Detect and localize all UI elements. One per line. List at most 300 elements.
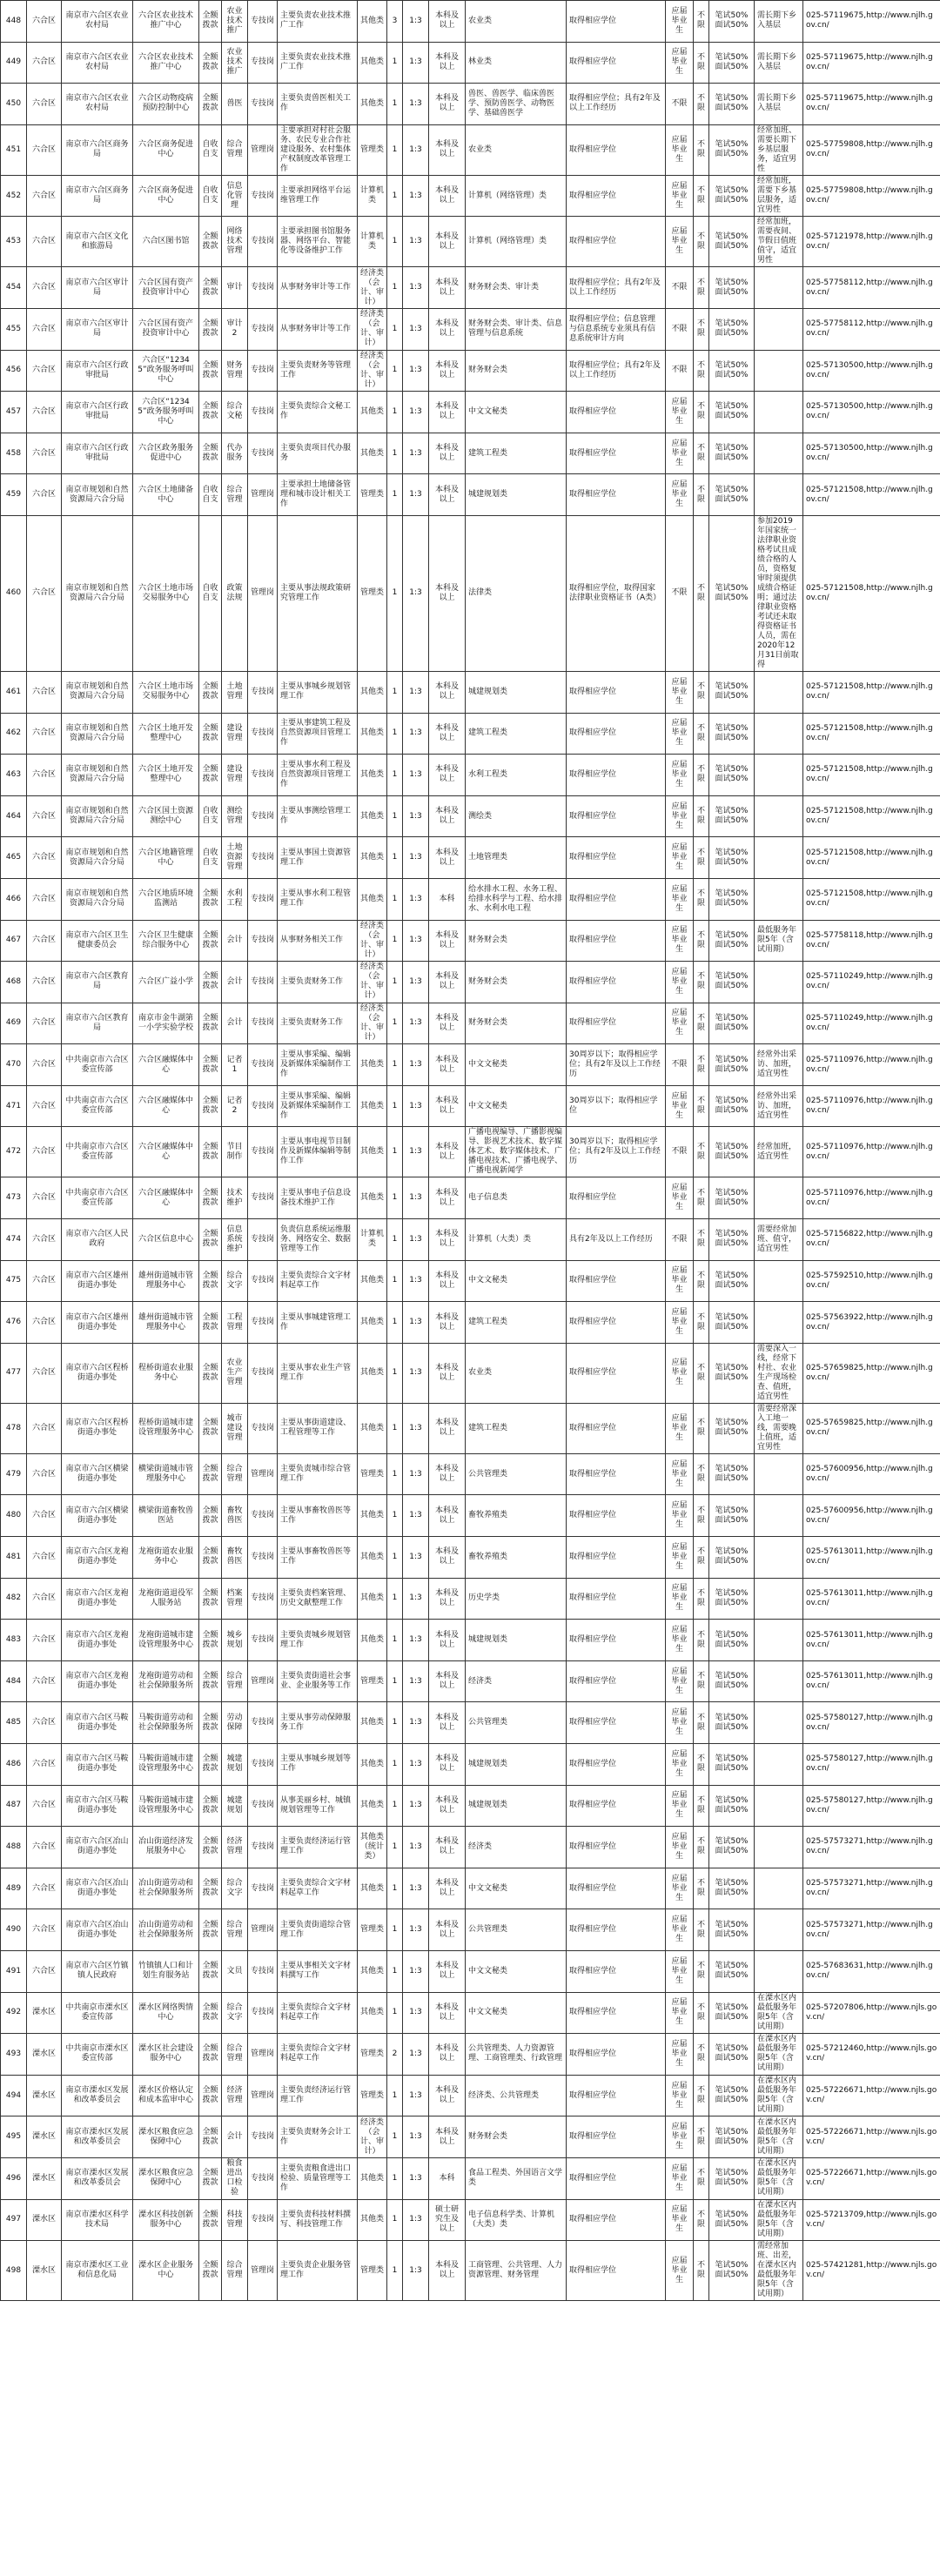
score-weight-cell: 笔试50%面试50% — [709, 1, 755, 43]
score-weight-cell: 笔试50%面试50% — [709, 713, 755, 755]
table-row — [1, 1785, 940, 1827]
job-description-cell: 主要从事采编、编辑及新媒体采编制作工作 — [278, 1044, 358, 1086]
funding-type-cell: 全额拨款 — [199, 1620, 222, 1661]
other-requirements-cell: 取得相应学位 — [567, 671, 666, 713]
district-cell: 六合区 — [27, 1, 62, 43]
unit-cell: 六合区地籍管理中心 — [133, 837, 199, 879]
funding-type-cell: 全额拨款 — [199, 2157, 222, 2199]
candidate-type-cell: 不限 — [666, 350, 694, 392]
score-weight-cell: 笔试50%面试50% — [709, 2199, 755, 2241]
other-requirements-cell: 30周岁以下；取得相应学位；具有2年及以上工作经历 — [567, 1127, 666, 1177]
department-cell: 南京市六合区冶山街道办事处 — [62, 1868, 133, 1909]
interview-ratio-cell: 1:3 — [403, 350, 429, 392]
exam-category-cell: 经济类（会计、审计） — [358, 350, 387, 392]
table-row — [1, 1827, 940, 1868]
unit-cell: 南京市金牛湖第一小学实验学校 — [133, 1003, 199, 1044]
other-requirements-cell: 30周岁以下；取得相应学位 — [567, 1085, 666, 1127]
job-description-cell: 从事财务审计等工作 — [278, 267, 358, 309]
other-requirements-cell: 取得相应学位 — [567, 2199, 666, 2241]
table-row — [1, 1620, 940, 1661]
headcount-cell: 1 — [387, 1660, 403, 1702]
row-number-cell: 497 — [1, 2199, 27, 2241]
job-description-cell: 主要负责农业技术推广工作 — [278, 42, 358, 84]
interview-ratio-cell: 1:3 — [403, 878, 429, 920]
department-cell: 南京市规划和自然资源局六合分局 — [62, 474, 133, 516]
exam-category-cell: 经济类（会计、审计） — [358, 920, 387, 962]
major-cell: 中文文秘类 — [466, 1950, 567, 1992]
interview-ratio-cell: 1:3 — [403, 1578, 429, 1620]
department-cell: 中共南京市六合区委宣传部 — [62, 1085, 133, 1127]
department-cell: 南京市六合区龙袍街道办事处 — [62, 1578, 133, 1620]
headcount-cell: 1 — [387, 713, 403, 755]
gender-cell: 不限 — [694, 2034, 709, 2076]
other-requirements-cell: 取得相应学位 — [567, 392, 666, 433]
district-cell: 六合区 — [27, 217, 62, 267]
job-description-cell: 主要负责兽医相关工作 — [278, 84, 358, 125]
contact-cell: 025-57121508,http://www.njlh.gov.cn/ — [803, 671, 940, 713]
table-row — [1, 1702, 940, 1744]
table-row — [1, 1537, 940, 1579]
position-category-cell: 专技岗 — [248, 837, 278, 879]
major-cell: 中文文秘类 — [466, 1992, 567, 2034]
major-cell: 畜牧养殖类 — [466, 1495, 567, 1537]
headcount-cell: 1 — [387, 308, 403, 350]
interview-ratio-cell: 1:3 — [403, 1660, 429, 1702]
district-cell: 六合区 — [27, 1343, 62, 1403]
candidate-type-cell: 应届毕业生 — [666, 1909, 694, 1951]
position-category-cell: 管理岗 — [248, 474, 278, 516]
major-cell: 财务财会类、审计类、信息管理与信息系统 — [466, 308, 567, 350]
candidate-type-cell: 不限 — [666, 1219, 694, 1261]
job-description-cell: 主要从事城乡规划等工作 — [278, 1744, 358, 1786]
candidate-type-cell: 应届毕业生 — [666, 1992, 694, 2034]
table-row — [1, 350, 940, 392]
score-weight-cell: 笔试50%面试50% — [709, 1578, 755, 1620]
row-number-cell: 476 — [1, 1302, 27, 1344]
department-cell: 南京市六合区龙袍街道办事处 — [62, 1620, 133, 1661]
notes-cell: 需长期下乡入基层 — [755, 84, 803, 125]
district-cell: 六合区 — [27, 920, 62, 962]
notes-cell: 经常加班，适宜男性 — [755, 1127, 803, 1177]
row-number-cell: 490 — [1, 1909, 27, 1951]
job-description-cell: 主要从事城乡规划管理工作 — [278, 671, 358, 713]
exam-category-cell: 管理类 — [358, 474, 387, 516]
education-cell: 本科及以上 — [429, 837, 466, 879]
gender-cell: 不限 — [694, 1044, 709, 1086]
major-cell: 财务财会类 — [466, 962, 567, 1003]
unit-cell: 马鞍街道劳动和社会保障服务所 — [133, 1702, 199, 1744]
district-cell: 六合区 — [27, 1660, 62, 1702]
major-cell: 电子信息科学类、计算机（大类）类 — [466, 2199, 567, 2241]
exam-category-cell: 其他类 — [358, 795, 387, 837]
education-cell: 本科及以上 — [429, 1085, 466, 1127]
job-description-cell: 主要从事城建管理工作 — [278, 1302, 358, 1344]
funding-type-cell: 全额拨款 — [199, 267, 222, 309]
position-name-cell: 城建规划 — [222, 1744, 248, 1786]
department-cell: 南京市六合区商务局 — [62, 175, 133, 217]
other-requirements-cell: 取得相应学位 — [567, 1744, 666, 1786]
table-row — [1, 217, 940, 267]
position-category-cell: 专技岗 — [248, 1, 278, 43]
position-name-cell: 工程管理 — [222, 1302, 248, 1344]
department-cell: 南京市六合区行政审批局 — [62, 392, 133, 433]
position-name-cell: 畜牧兽医 — [222, 1495, 248, 1537]
gender-cell: 不限 — [694, 84, 709, 125]
row-number-cell: 457 — [1, 392, 27, 433]
exam-category-cell: 其他类 — [358, 2199, 387, 2241]
interview-ratio-cell: 1:3 — [403, 1827, 429, 1868]
education-cell: 本科及以上 — [429, 1003, 466, 1044]
interview-ratio-cell: 1:3 — [403, 515, 429, 671]
score-weight-cell: 笔试50%面试50% — [709, 1702, 755, 1744]
exam-category-cell: 其他类 — [358, 1702, 387, 1744]
candidate-type-cell: 不限 — [666, 308, 694, 350]
table-row — [1, 1403, 940, 1453]
district-cell: 六合区 — [27, 267, 62, 309]
row-number-cell: 449 — [1, 42, 27, 84]
job-description-cell: 主要从事水利工程管理工作 — [278, 878, 358, 920]
other-requirements-cell: 取得相应学位 — [567, 217, 666, 267]
department-cell: 南京市六合区马鞍街道办事处 — [62, 1744, 133, 1786]
contact-cell: 025-57421281,http://www.njls.gov.cn/ — [803, 2241, 940, 2301]
major-cell: 城建规划类 — [466, 1785, 567, 1827]
headcount-cell: 1 — [387, 1453, 403, 1495]
headcount-cell: 1 — [387, 1620, 403, 1661]
unit-cell: 马鞍街道城市建设管理服务中心 — [133, 1744, 199, 1786]
notes-cell — [755, 671, 803, 713]
exam-category-cell: 管理类 — [358, 1660, 387, 1702]
row-number-cell: 482 — [1, 1578, 27, 1620]
funding-type-cell: 全额拨款 — [199, 1702, 222, 1744]
headcount-cell: 1 — [387, 1302, 403, 1344]
row-number-cell: 481 — [1, 1537, 27, 1579]
unit-cell: 溧水区社会建设服务中心 — [133, 2034, 199, 2076]
position-name-cell: 综合管理 — [222, 2241, 248, 2301]
interview-ratio-cell: 1:3 — [403, 1744, 429, 1786]
candidate-type-cell: 应届毕业生 — [666, 124, 694, 175]
score-weight-cell: 笔试50%面试50% — [709, 1177, 755, 1219]
position-name-cell: 审计2 — [222, 308, 248, 350]
table-row — [1, 124, 940, 175]
job-description-cell: 主要从事测绘管理工作 — [278, 795, 358, 837]
interview-ratio-cell: 1:3 — [403, 1219, 429, 1261]
contact-cell: 025-57573271,http://www.njlh.gov.cn/ — [803, 1827, 940, 1868]
headcount-cell: 1 — [387, 755, 403, 796]
other-requirements-cell: 取得相应学位 — [567, 2157, 666, 2199]
headcount-cell: 1 — [387, 1085, 403, 1127]
score-weight-cell: 笔试50%面试50% — [709, 1785, 755, 1827]
other-requirements-cell: 取得相应学位 — [567, 42, 666, 84]
education-cell: 本科及以上 — [429, 1702, 466, 1744]
education-cell: 硕士研究生及以上 — [429, 2199, 466, 2241]
other-requirements-cell: 取得相应学位 — [567, 433, 666, 474]
funding-type-cell: 全额拨款 — [199, 1219, 222, 1261]
contact-cell: 025-57226671,http://www.njls.gov.cn/ — [803, 2075, 940, 2116]
notes-cell: 需长期下乡入基层 — [755, 1, 803, 43]
funding-type-cell: 自收自支 — [199, 474, 222, 516]
unit-cell: 六合区农业技术推广中心 — [133, 42, 199, 84]
job-description-cell: 主要负责城市综合管理工作 — [278, 1453, 358, 1495]
unit-cell: 雄州街道城市管理服务中心 — [133, 1302, 199, 1344]
funding-type-cell: 全额拨款 — [199, 962, 222, 1003]
exam-category-cell: 其他类 — [358, 1744, 387, 1786]
headcount-cell: 1 — [387, 1868, 403, 1909]
district-cell: 六合区 — [27, 84, 62, 125]
gender-cell: 不限 — [694, 1260, 709, 1302]
headcount-cell: 1 — [387, 1702, 403, 1744]
district-cell: 六合区 — [27, 1909, 62, 1951]
score-weight-cell: 笔试50%面试50% — [709, 2075, 755, 2116]
position-name-cell: 水利工程 — [222, 878, 248, 920]
position-name-cell: 综合管理 — [222, 474, 248, 516]
row-number-cell: 494 — [1, 2075, 27, 2116]
job-description-cell: 主要负责财务工作 — [278, 962, 358, 1003]
table-row — [1, 1260, 940, 1302]
row-number-cell: 466 — [1, 878, 27, 920]
job-description-cell: 主要负责经济运行管理工作 — [278, 1827, 358, 1868]
job-description-cell: 主要承担土地储备管理和城市设计相关工作 — [278, 474, 358, 516]
major-cell: 中文文秘类 — [466, 1085, 567, 1127]
unit-cell: 雄州街道城市管理服务中心 — [133, 1260, 199, 1302]
job-description-cell: 主要负责粮食进出口检验、质量管理等工作 — [278, 2157, 358, 2199]
notes-cell — [755, 392, 803, 433]
position-category-cell: 专技岗 — [248, 175, 278, 217]
district-cell: 六合区 — [27, 1620, 62, 1661]
position-name-cell: 财务管理 — [222, 350, 248, 392]
unit-cell: 六合区“12345”政务服务呼叫中心 — [133, 392, 199, 433]
position-name-cell: 农业技术推广 — [222, 42, 248, 84]
position-category-cell: 专技岗 — [248, 1085, 278, 1127]
headcount-cell: 1 — [387, 2241, 403, 2301]
headcount-cell: 1 — [387, 350, 403, 392]
candidate-type-cell: 应届毕业生 — [666, 1578, 694, 1620]
major-cell: 农业类 — [466, 1343, 567, 1403]
score-weight-cell: 笔试50%面试50% — [709, 1085, 755, 1127]
position-category-cell: 专技岗 — [248, 878, 278, 920]
interview-ratio-cell: 1:3 — [403, 392, 429, 433]
other-requirements-cell: 取得相应学位 — [567, 1177, 666, 1219]
other-requirements-cell: 取得相应学位 — [567, 1537, 666, 1579]
department-cell: 南京市六合区马鞍街道办事处 — [62, 1785, 133, 1827]
gender-cell: 不限 — [694, 1537, 709, 1579]
major-cell: 财务财会类 — [466, 350, 567, 392]
exam-category-cell: 其他类 — [358, 1343, 387, 1403]
position-name-cell: 城市建设管理 — [222, 1403, 248, 1453]
exam-category-cell: 其他类 — [358, 1403, 387, 1453]
score-weight-cell: 笔试50%面试50% — [709, 1909, 755, 1951]
major-cell: 公共管理类 — [466, 1453, 567, 1495]
contact-cell: 025-57110249,http://www.njlh.gov.cn/ — [803, 962, 940, 1003]
major-cell: 历史学类 — [466, 1578, 567, 1620]
notes-cell — [755, 1260, 803, 1302]
department-cell: 南京市溧水区科学技术局 — [62, 2199, 133, 2241]
score-weight-cell: 笔试50%面试50% — [709, 515, 755, 671]
funding-type-cell: 全额拨款 — [199, 1085, 222, 1127]
funding-type-cell: 全额拨款 — [199, 878, 222, 920]
row-number-cell: 489 — [1, 1868, 27, 1909]
major-cell: 广播电视编导、广播影视编导、影视艺术技术、数字媒体艺术、数字媒体技术、广播电视技术、广播电视学、广播电视新闻学 — [466, 1127, 567, 1177]
district-cell: 六合区 — [27, 350, 62, 392]
interview-ratio-cell: 1:3 — [403, 433, 429, 474]
funding-type-cell: 全额拨款 — [199, 1260, 222, 1302]
department-cell: 南京市六合区横梁街道办事处 — [62, 1495, 133, 1537]
candidate-type-cell: 不限 — [666, 1127, 694, 1177]
unit-cell: 六合区融媒体中心 — [133, 1085, 199, 1127]
row-number-cell: 478 — [1, 1403, 27, 1453]
score-weight-cell: 笔试50%面试50% — [709, 1868, 755, 1909]
table-row — [1, 2034, 940, 2076]
major-cell: 经济类 — [466, 1827, 567, 1868]
job-description-cell: 主要负责农业技术推广工作 — [278, 1, 358, 43]
exam-category-cell: 管理类 — [358, 1909, 387, 1951]
row-number-cell: 454 — [1, 267, 27, 309]
funding-type-cell: 全额拨款 — [199, 1660, 222, 1702]
row-number-cell: 462 — [1, 713, 27, 755]
position-category-cell: 管理岗 — [248, 1909, 278, 1951]
funding-type-cell: 全额拨款 — [199, 1495, 222, 1537]
exam-category-cell: 经济类（会计、审计） — [358, 2116, 387, 2158]
gender-cell: 不限 — [694, 1992, 709, 2034]
row-number-cell: 455 — [1, 308, 27, 350]
candidate-type-cell: 应届毕业生 — [666, 1343, 694, 1403]
major-cell: 法律类 — [466, 515, 567, 671]
score-weight-cell: 笔试50%面试50% — [709, 1537, 755, 1579]
other-requirements-cell: 取得相应学位；信息管理与信息系统专业须具有信息系统审计方向 — [567, 308, 666, 350]
education-cell: 本科 — [429, 878, 466, 920]
major-cell: 水利工程类 — [466, 755, 567, 796]
education-cell: 本科及以上 — [429, 755, 466, 796]
department-cell: 南京市规划和自然资源局六合分局 — [62, 671, 133, 713]
gender-cell: 不限 — [694, 1620, 709, 1661]
position-category-cell: 专技岗 — [248, 962, 278, 1003]
gender-cell: 不限 — [694, 1302, 709, 1344]
funding-type-cell: 全额拨款 — [199, 1177, 222, 1219]
notes-cell: 需要经常加班、值守，适宜男性 — [755, 1219, 803, 1261]
interview-ratio-cell: 1:3 — [403, 1343, 429, 1403]
contact-cell: 025-57659825,http://www.njlh.gov.cn/ — [803, 1343, 940, 1403]
row-number-cell: 465 — [1, 837, 27, 879]
job-description-cell: 主要从事畜牧兽医等工作 — [278, 1495, 358, 1537]
district-cell: 六合区 — [27, 175, 62, 217]
other-requirements-cell: 取得相应学位 — [567, 837, 666, 879]
funding-type-cell: 全额拨款 — [199, 755, 222, 796]
gender-cell: 不限 — [694, 671, 709, 713]
position-category-cell: 专技岗 — [248, 1044, 278, 1086]
district-cell: 六合区 — [27, 1044, 62, 1086]
row-number-cell: 473 — [1, 1177, 27, 1219]
gender-cell: 不限 — [694, 1453, 709, 1495]
education-cell: 本科及以上 — [429, 1909, 466, 1951]
job-description-cell: 主要负责综合文字材料起草工作 — [278, 1992, 358, 2034]
major-cell: 建筑工程类 — [466, 713, 567, 755]
district-cell: 六合区 — [27, 671, 62, 713]
funding-type-cell: 全额拨款 — [199, 2241, 222, 2301]
notes-cell — [755, 1785, 803, 1827]
interview-ratio-cell: 1:3 — [403, 755, 429, 796]
contact-cell: 025-57121508,http://www.njlh.gov.cn/ — [803, 474, 940, 516]
contact-cell: 025-57121978,http://www.njlh.gov.cn/ — [803, 217, 940, 267]
score-weight-cell: 笔试50%面试50% — [709, 837, 755, 879]
education-cell: 本科及以上 — [429, 1660, 466, 1702]
department-cell: 中共南京市六合区委宣传部 — [62, 1044, 133, 1086]
position-name-cell: 记者2 — [222, 1085, 248, 1127]
position-name-cell: 综合文字 — [222, 1868, 248, 1909]
candidate-type-cell: 应届毕业生 — [666, 42, 694, 84]
major-cell: 林业类 — [466, 42, 567, 84]
exam-category-cell: 其他类 — [358, 1044, 387, 1086]
position-name-cell: 劳动保障 — [222, 1702, 248, 1744]
contact-cell: 025-57119675,http://www.njlh.gov.cn/ — [803, 42, 940, 84]
position-name-cell: 经济管理 — [222, 1827, 248, 1868]
major-cell: 城建规划类 — [466, 1744, 567, 1786]
department-cell: 南京市六合区雄州街道办事处 — [62, 1302, 133, 1344]
position-name-cell: 政策法规 — [222, 515, 248, 671]
contact-cell: 025-57592510,http://www.njlh.gov.cn/ — [803, 1260, 940, 1302]
other-requirements-cell: 取得相应学位 — [567, 2241, 666, 2301]
district-cell: 溧水区 — [27, 2241, 62, 2301]
exam-category-cell: 其他类 — [358, 84, 387, 125]
district-cell: 六合区 — [27, 1219, 62, 1261]
headcount-cell: 1 — [387, 1578, 403, 1620]
table-row — [1, 1453, 940, 1495]
education-cell: 本科及以上 — [429, 1453, 466, 1495]
district-cell: 六合区 — [27, 878, 62, 920]
education-cell: 本科及以上 — [429, 2034, 466, 2076]
job-description-cell: 主要负责综合文字材料起草工作 — [278, 1868, 358, 1909]
education-cell: 本科及以上 — [429, 1537, 466, 1579]
headcount-cell: 1 — [387, 474, 403, 516]
major-cell: 计算机（网络管理）类 — [466, 175, 567, 217]
education-cell: 本科及以上 — [429, 2075, 466, 2116]
candidate-type-cell: 应届毕业生 — [666, 1702, 694, 1744]
position-name-cell: 测绘管理 — [222, 795, 248, 837]
other-requirements-cell: 取得相应学位 — [567, 2116, 666, 2158]
department-cell: 南京市六合区行政审批局 — [62, 350, 133, 392]
notes-cell — [755, 1495, 803, 1537]
position-category-cell: 专技岗 — [248, 713, 278, 755]
score-weight-cell: 笔试50%面试50% — [709, 962, 755, 1003]
exam-category-cell: 其他类 — [358, 1127, 387, 1177]
exam-category-cell: 其他类 — [358, 1, 387, 43]
interview-ratio-cell: 1:3 — [403, 2157, 429, 2199]
funding-type-cell: 全额拨款 — [199, 1827, 222, 1868]
position-name-cell: 会计 — [222, 962, 248, 1003]
candidate-type-cell: 应届毕业生 — [666, 837, 694, 879]
district-cell: 六合区 — [27, 795, 62, 837]
position-category-cell: 专技岗 — [248, 671, 278, 713]
candidate-type-cell: 应届毕业生 — [666, 175, 694, 217]
candidate-type-cell: 应届毕业生 — [666, 1085, 694, 1127]
unit-cell: 冶山街道劳动和社会保障服务所 — [133, 1909, 199, 1951]
exam-category-cell: 其他类 — [358, 433, 387, 474]
headcount-cell: 1 — [387, 1177, 403, 1219]
candidate-type-cell: 应届毕业生 — [666, 920, 694, 962]
row-number-cell: 474 — [1, 1219, 27, 1261]
headcount-cell: 1 — [387, 2116, 403, 2158]
job-description-cell: 主要从事劳动保障服务工作 — [278, 1702, 358, 1744]
notes-cell — [755, 1177, 803, 1219]
interview-ratio-cell: 1:3 — [403, 1177, 429, 1219]
major-cell: 给水排水工程、水务工程、给排水科学与工程、给水排水、水利水电工程 — [466, 878, 567, 920]
score-weight-cell: 笔试50%面试50% — [709, 217, 755, 267]
notes-cell — [755, 1578, 803, 1620]
position-category-cell: 专技岗 — [248, 795, 278, 837]
department-cell: 南京市六合区横梁街道办事处 — [62, 1453, 133, 1495]
major-cell: 城建规划类 — [466, 1620, 567, 1661]
job-description-cell: 主要承担对村社会服务、农民专业合作社建设服务、农村集体产权制度改革管理工作 — [278, 124, 358, 175]
interview-ratio-cell: 1:3 — [403, 1453, 429, 1495]
candidate-type-cell: 应届毕业生 — [666, 433, 694, 474]
